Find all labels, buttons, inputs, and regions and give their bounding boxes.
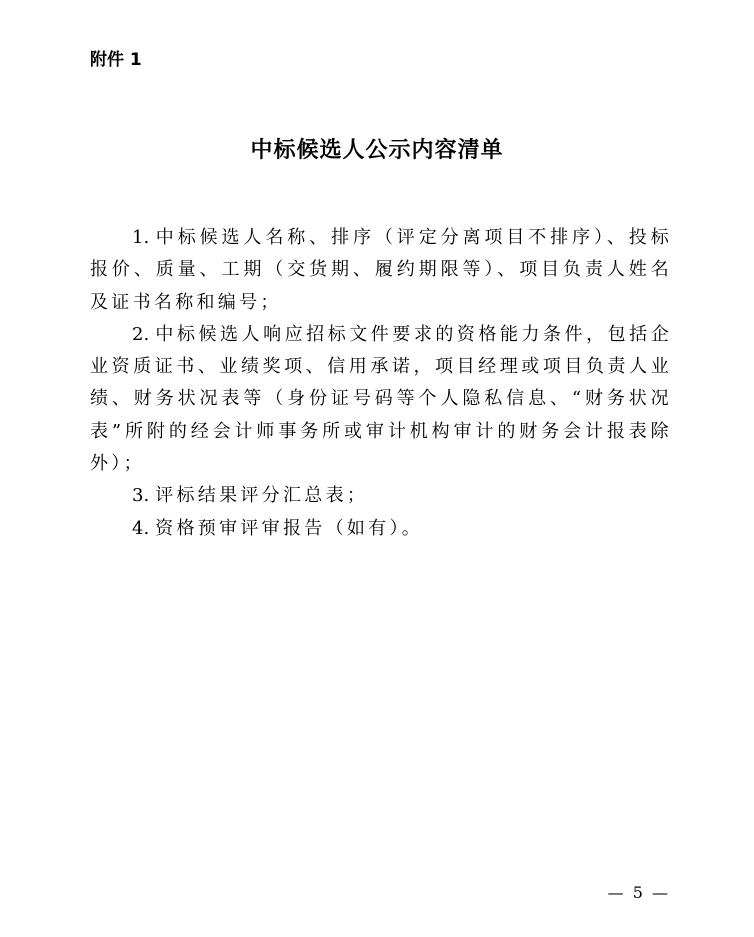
list-item-1 — [90, 222, 672, 319]
item-text: 评标结果评分汇总表； — [155, 485, 369, 507]
item-number: 4. — [132, 517, 150, 539]
item-text: 资格预审评审报告（如有）。 — [155, 517, 424, 539]
item-number: 1. — [132, 227, 150, 248]
item-list — [90, 222, 672, 545]
list-item-2 — [90, 319, 672, 480]
item-number: 3. — [132, 485, 150, 507]
document-title: 中标候选人公示内容清单 — [250, 138, 504, 163]
item-number: 2. — [132, 323, 150, 345]
list-item-3 — [90, 480, 672, 512]
list-item-4 — [90, 513, 672, 545]
attachment-label: 附件 1 — [90, 50, 142, 70]
item-text: 中标候选人名称、排序（评定分离项目不排序）、投标报价、质量、工期（交货期、履约期限等）、项目负责人姓名及证书名称和编号； — [90, 227, 672, 313]
page-number: — 5 — — [607, 883, 670, 902]
item-text: 中标候选人响应招标文件要求的资格能力条件，包括企业资质证书、业绩奖项、信用承诺，项目经理或项目负责人业绩、财务状况表等（身份证号码等个人隐私信息、“财务状况表”所附的经会计师事务所或审计机构审计的财务会计报表除外）； — [90, 323, 672, 475]
